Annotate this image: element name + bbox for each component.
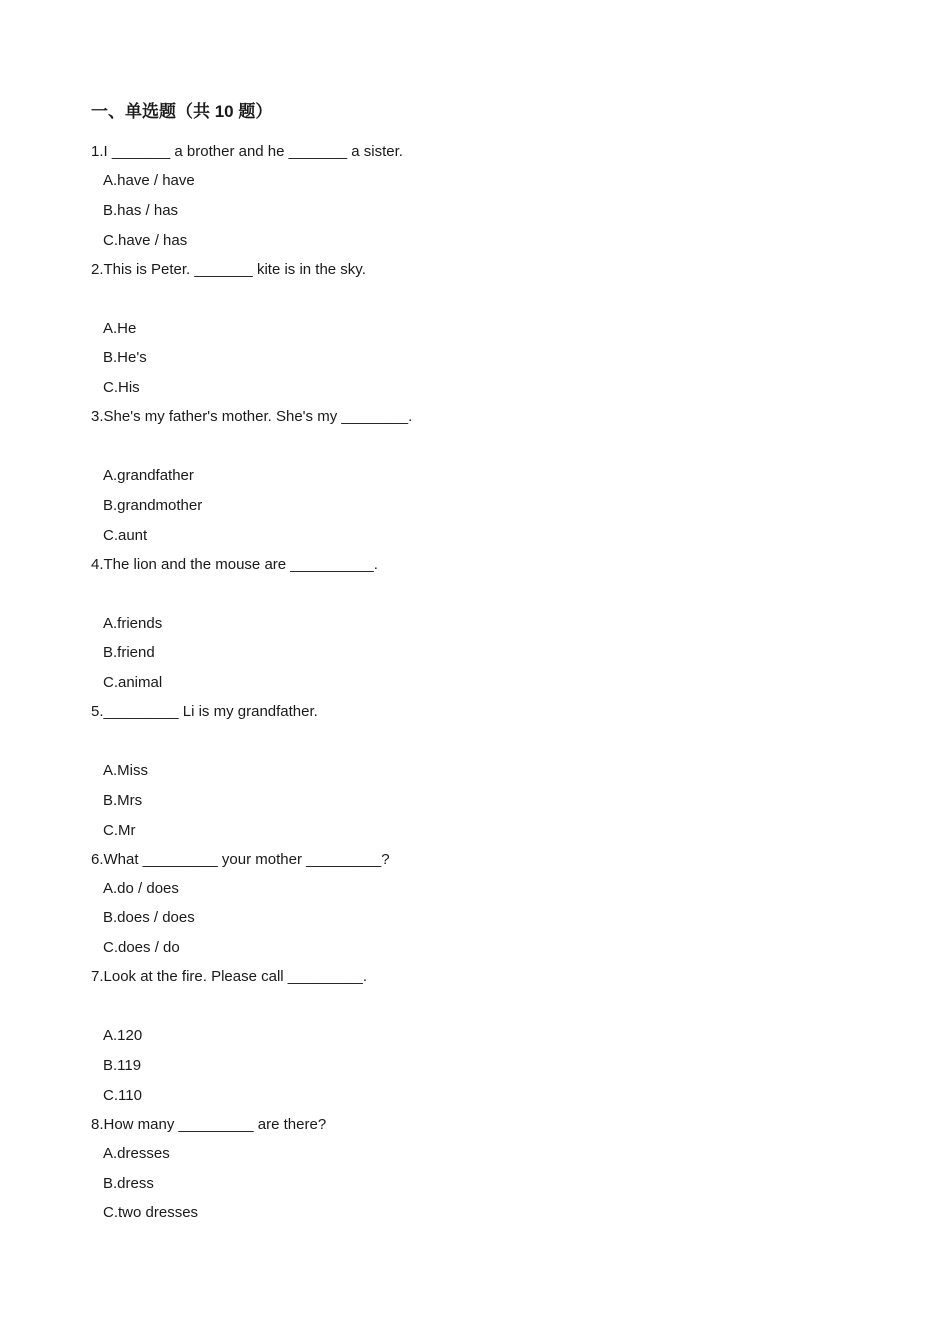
question-3-option-c: C.aunt (103, 527, 148, 544)
question-4-option-a: A.friends (103, 615, 163, 632)
question-2-option-a: A.He (103, 320, 137, 337)
question-1-option-a: A.have / have (103, 172, 195, 189)
question-2-option-b: B.He's (103, 349, 147, 366)
question-7-option-c: C.110 (103, 1087, 142, 1104)
question-6-stem: 6.What _________ your mother _________? (91, 851, 390, 868)
question-8-option-b: B.dress (103, 1175, 154, 1192)
question-4-stem: 4.The lion and the mouse are __________. (91, 556, 378, 573)
question-7-option-a: A.120 (103, 1027, 143, 1044)
question-5-stem: 5._________ Li is my grandfather. (91, 703, 318, 720)
question-5-option-b: B.Mrs (103, 792, 143, 809)
question-7-option-b: B.119 (103, 1057, 142, 1074)
question-2-option-c: C.His (103, 379, 140, 396)
question-8-option-c: C.two dresses (103, 1204, 199, 1221)
question-4-option-c: C.animal (103, 674, 163, 691)
question-3-option-a: A.grandfather (103, 467, 194, 484)
question-6-option-c: C.does / do (103, 939, 180, 956)
question-2-stem: 2.This is Peter. _______ kite is in the sky. (91, 261, 366, 278)
question-3-option-b: B.grandmother (103, 497, 203, 514)
question-1-option-c: C.have / has (103, 232, 188, 249)
question-8-option-a: A.dresses (103, 1145, 170, 1162)
question-6-option-a: A.do / does (103, 880, 179, 897)
section-title: 一、单选题（共 10 题） (91, 102, 273, 121)
question-7-stem: 7.Look at the fire. Please call _________. (91, 968, 368, 985)
question-5-option-c: C.Mr (103, 822, 136, 839)
question-6-option-b: B.does / does (103, 909, 195, 926)
question-8-stem: 8.How many _________ are there? (91, 1116, 327, 1133)
question-5-option-a: A.Miss (103, 762, 148, 779)
question-1-option-b: B.has / has (103, 202, 179, 219)
question-4-option-b: B.friend (103, 644, 155, 661)
question-3-stem: 3.She's my father's mother. She's my ________. (91, 408, 413, 425)
question-1-stem: 1.I _______ a brother and he _______ a sister. (91, 143, 403, 160)
